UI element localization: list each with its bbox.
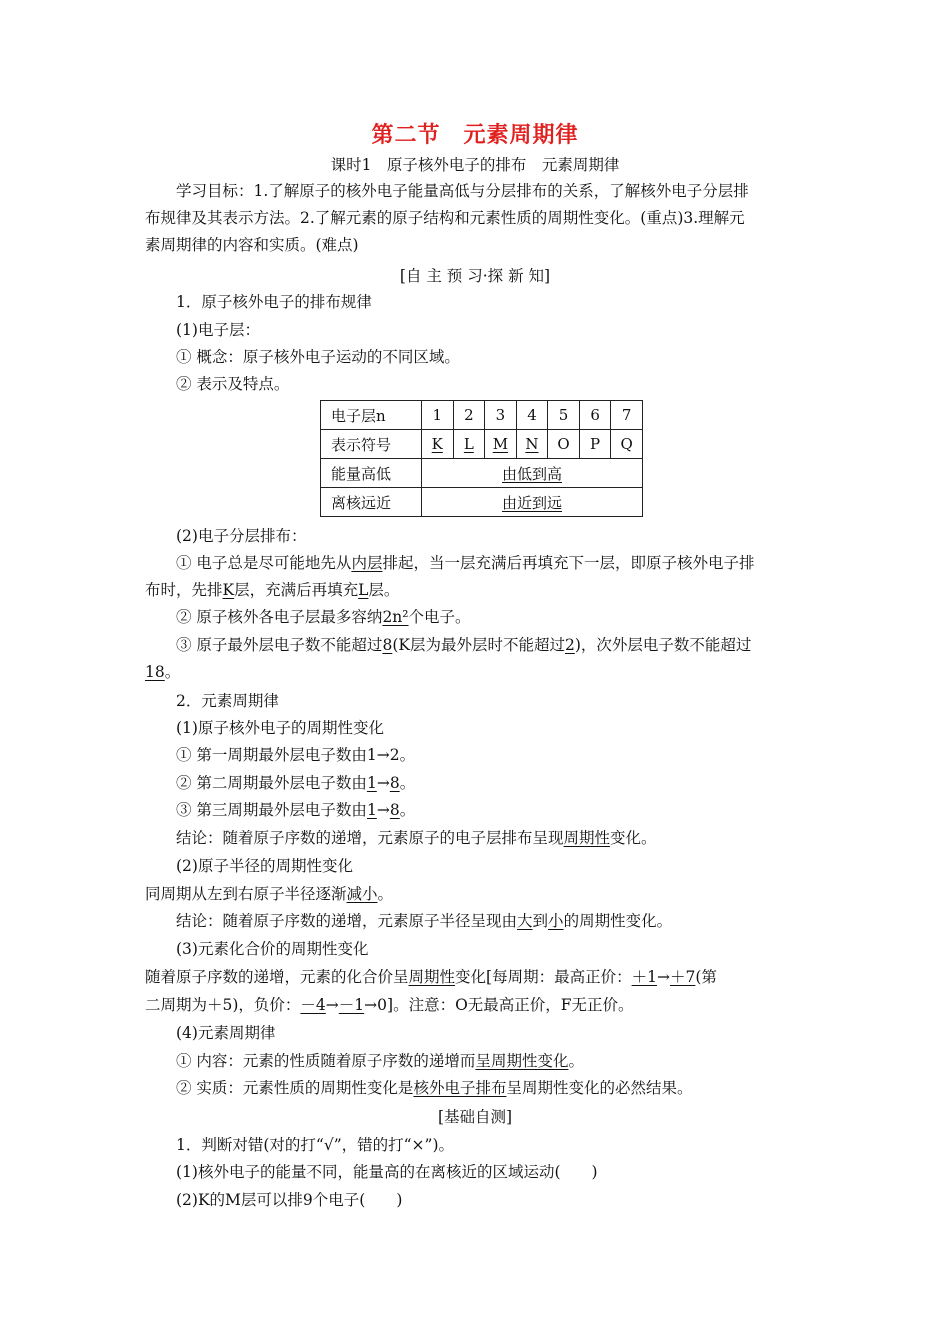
table-cell: 7 xyxy=(611,401,643,430)
text: →0]。注意：O无最高正价，F无正价。 xyxy=(364,996,634,1014)
answer-blank: 8 xyxy=(389,801,400,819)
table-row xyxy=(321,430,643,459)
answer-blank: 小 xyxy=(548,912,564,930)
symbol-label: 表示符号 xyxy=(321,430,422,459)
answer-blank: 大 xyxy=(517,912,533,930)
content-line xyxy=(176,1050,584,1072)
arrow: → xyxy=(325,996,339,1014)
text: 排起，当一层充满后再填充下一层，即原子核外电子排 xyxy=(382,554,755,572)
layered-arrangement-heading: (2)电子分层排布： xyxy=(176,527,307,545)
text: 个电子。 xyxy=(408,608,471,626)
text: ③ 第三周期最外层电子数由 xyxy=(176,801,367,819)
arrangement-rule-2 xyxy=(176,606,471,628)
answer-blank: 核外电子排布 xyxy=(413,1079,507,1097)
text: 层。 xyxy=(368,581,400,599)
text: 到 xyxy=(532,912,549,930)
energy-label: 能量高低 xyxy=(321,459,422,488)
text: )，次外层电子数不能超过 xyxy=(574,636,752,654)
answer-blank: －1 xyxy=(338,996,365,1014)
answer-blank: 周期性 xyxy=(563,829,611,847)
valence-line-1 xyxy=(145,966,717,988)
table-cell xyxy=(422,488,643,517)
text: ② 第二周期最外层电子数由 xyxy=(176,774,367,792)
arrangement-rule-3-cont xyxy=(145,661,180,683)
table-cell xyxy=(485,430,517,459)
answer-blank: 减小 xyxy=(346,885,378,903)
answer-blank: K xyxy=(222,581,235,599)
electron-shell-table xyxy=(320,400,643,517)
lesson-subtitle: 课时1 原子核外电子的排布 元素周期律 xyxy=(330,156,620,174)
text: ① 电子总是尽可能地先从 xyxy=(176,554,352,572)
arrangement-rule-1-cont xyxy=(145,579,399,601)
answer-blank: 1 xyxy=(366,801,377,819)
table-cell: 2 xyxy=(453,401,485,430)
text: (K层为最外层时不能超过 xyxy=(392,636,565,654)
question-1-item-1: (1)核外电子的能量不同，能量高的在离核近的区域运动( ) xyxy=(176,1163,598,1181)
symbol-n: N xyxy=(525,435,539,453)
essence-line xyxy=(176,1077,692,1099)
representation-line: ② 表示及特点。 xyxy=(176,375,290,393)
text: 变化。 xyxy=(610,829,657,847)
answer-blank: 18 xyxy=(145,663,165,681)
text: 变化[每周期：最高正价： xyxy=(455,968,632,986)
answer-blank: 内层 xyxy=(351,554,383,572)
text: 呈周期性变化的必然结果。 xyxy=(506,1079,693,1097)
table-cell: O xyxy=(548,430,580,459)
table-row xyxy=(321,488,643,517)
table-cell: 5 xyxy=(548,401,580,430)
text: ② 实质：元素性质的周期性变化是 xyxy=(176,1079,414,1097)
arrow: → xyxy=(376,801,390,819)
table-row xyxy=(321,459,643,488)
text: 同周期从左到右原子半径逐渐 xyxy=(145,885,347,903)
text: 结论：随着原子序数的递增，元素原子的电子层排布呈现 xyxy=(176,829,564,847)
electron-shell-heading: (1)电子层： xyxy=(176,321,260,339)
table-cell xyxy=(453,430,485,459)
arrangement-rule-1 xyxy=(176,552,754,574)
text: 的周期性变化。 xyxy=(563,912,673,930)
text: 。 xyxy=(399,801,416,819)
electron-periodicity-heading: (1)原子核外电子的周期性变化 xyxy=(176,719,384,737)
arrow: → xyxy=(376,774,390,792)
valence-heading: (3)元素化合价的周期性变化 xyxy=(176,940,369,958)
text: 布时，先排 xyxy=(145,581,223,599)
conclusion-1 xyxy=(176,827,657,849)
text: 。 xyxy=(164,663,181,681)
concept-line: ① 概念：原子核外电子运动的不同区域。 xyxy=(176,348,460,366)
arrangement-rule-3 xyxy=(176,634,751,656)
period-3-line xyxy=(176,799,415,821)
answer-blank: －4 xyxy=(300,996,326,1014)
text: 。 xyxy=(399,774,416,792)
section-title: 第二节 元素周期律 xyxy=(371,122,579,148)
answer-blank: ＋7 xyxy=(669,968,696,986)
answer-blank: L xyxy=(358,581,369,599)
preview-section-heading: [自 主 预 习·探 新 知] xyxy=(399,267,551,285)
distance-value: 由近到远 xyxy=(501,493,562,512)
table-cell: P xyxy=(579,430,611,459)
table-cell: 3 xyxy=(485,401,517,430)
answer-blank: 呈周期性变化 xyxy=(475,1052,569,1070)
arrow: → xyxy=(656,968,670,986)
symbol-k: K xyxy=(431,435,443,453)
text: 结论：随着原子序数的递增，元素原子半径呈现由 xyxy=(176,912,518,930)
valence-line-2 xyxy=(145,994,634,1016)
text: ② 原子核外各电子层最多容纳 xyxy=(176,608,383,626)
shell-n-label: 电子层n xyxy=(321,401,422,430)
text: ① 内容：元素的性质随着原子序数的递增而 xyxy=(176,1052,476,1070)
objectives-line-3: 素周期律的内容和实质。(难点) xyxy=(145,236,359,254)
answer-blank: 8 xyxy=(389,774,400,792)
objectives-line-2: 布规律及其表示方法。2.了解元素的原子结构和元素性质的周期性变化。(重点)3.理解元 xyxy=(145,209,745,227)
text: (第 xyxy=(695,968,717,986)
objectives-line-1: 学习目标：1.了解原子的核外电子能量高低与分层排布的关系，了解核外电子分层排 xyxy=(176,182,749,200)
text: 。 xyxy=(377,885,394,903)
answer-blank: 1 xyxy=(366,774,377,792)
answer-blank: ＋1 xyxy=(631,968,657,986)
symbol-m: M xyxy=(492,435,509,453)
radius-heading: (2)原子半径的周期性变化 xyxy=(176,857,353,875)
table-cell: 6 xyxy=(579,401,611,430)
rule-heading-1: 1．原子核外电子的排布规律 xyxy=(176,293,372,311)
text: 。 xyxy=(568,1052,584,1070)
symbol-l: L xyxy=(463,435,474,453)
table-row xyxy=(321,401,643,430)
rule-heading-2: 2．元素周期律 xyxy=(176,692,279,710)
text: 层，充满后再填充 xyxy=(234,581,359,599)
table-cell xyxy=(422,430,454,459)
table-cell xyxy=(422,459,643,488)
table-cell: 1 xyxy=(422,401,454,430)
answer-blank: 2n² xyxy=(382,608,409,626)
answer-blank: 2 xyxy=(564,636,575,654)
table-cell: Q xyxy=(611,430,643,459)
table-cell xyxy=(516,430,548,459)
question-1: 1．判断对错(对的打“√”，错的打“×”)。 xyxy=(176,1136,455,1154)
text: ③ 原子最外层电子数不能超过 xyxy=(176,636,383,654)
self-test-heading: [基础自测] xyxy=(437,1108,513,1126)
answer-blank: 8 xyxy=(382,636,393,654)
period-2-line xyxy=(176,772,415,794)
conclusion-2 xyxy=(176,910,672,932)
radius-line xyxy=(145,883,393,905)
answer-blank: 周期性 xyxy=(408,968,456,986)
period-1-line: ① 第一周期最外层电子数由1→2。 xyxy=(176,746,416,764)
text: 随着原子序数的递增，元素的化合价呈 xyxy=(145,968,409,986)
text: 二周期为＋5)，负价： xyxy=(145,996,301,1014)
energy-value: 由低到高 xyxy=(501,464,562,483)
question-1-item-2: (2)K的M层可以排9个电子( ) xyxy=(176,1191,403,1209)
distance-label: 离核远近 xyxy=(321,488,422,517)
table-cell: 4 xyxy=(516,401,548,430)
periodic-law-heading: (4)元素周期律 xyxy=(176,1024,276,1042)
